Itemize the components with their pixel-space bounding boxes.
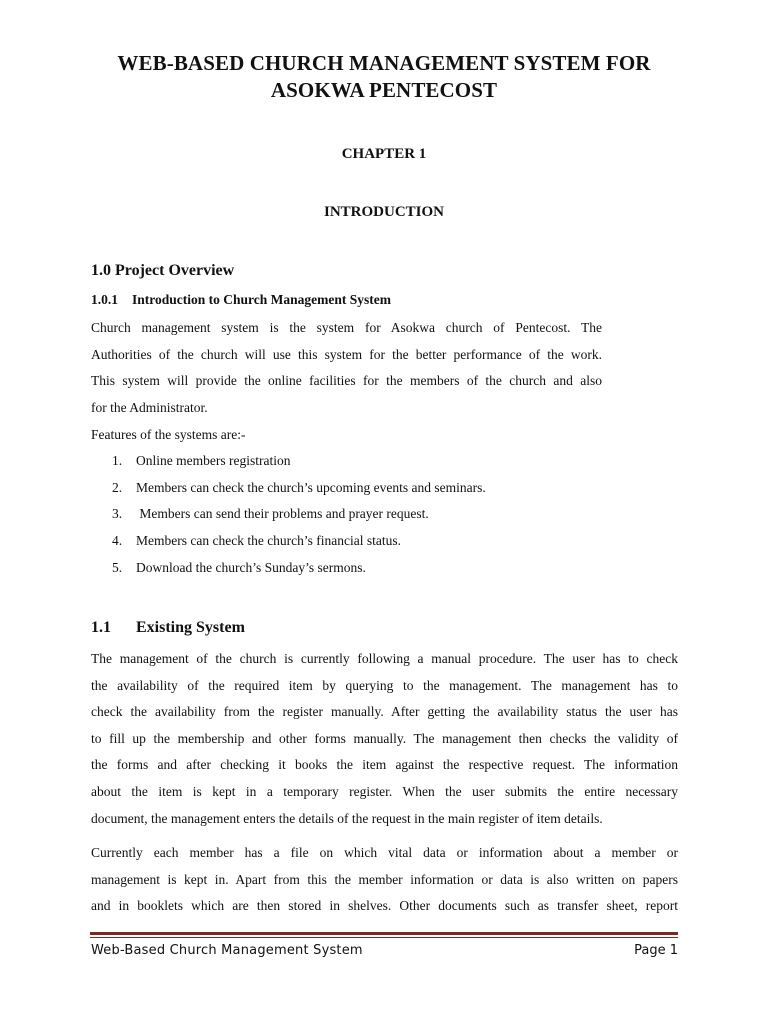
paragraph-line: document, the management enters the details of the request in the main register of item details.	[91, 810, 603, 826]
footer-document-name: Web-Based Church Management System	[91, 943, 363, 958]
footer-page-number: Page 1	[634, 943, 678, 958]
subsection-number: 1.0.1	[91, 292, 118, 307]
list-item: 3. Members can send their problems and prayer request.	[112, 506, 429, 522]
overview-paragraph	[91, 315, 602, 421]
existing-system-paragraph-1	[91, 646, 678, 832]
paragraph-line: the forms and after checking it books the item against the respective request. The information	[91, 757, 678, 773]
list-item: 2. Members can check the church’s upcoming events and seminars.	[112, 479, 486, 495]
list-item: 4. Members can check the church’s financial status.	[112, 533, 402, 549]
existing-system-paragraph-2	[91, 840, 678, 920]
paragraph-line: the availability of the required item by querying to the management. The management has to	[91, 677, 678, 693]
title-line-2: ASOKWA PENTECOST	[270, 78, 498, 102]
document-title	[60, 50, 708, 104]
subsection-title: Introduction to Church Management System	[132, 292, 392, 307]
introduction-heading: INTRODUCTION	[323, 204, 444, 220]
footer-rule-thick	[90, 932, 678, 935]
paragraph-line: The management of the church is currently following a manual procedure. The user has to check	[91, 651, 678, 666]
section-heading-project-overview: 1.0 Project Overview	[91, 262, 235, 279]
paragraph-line: check the availability from the register manually. After getting the availability status the user has	[91, 704, 678, 720]
paragraph-line: and in booklets which are then stored in shelves. Other documents such as transfer sheet, report	[91, 898, 678, 914]
list-item: 1. Online members registration	[112, 453, 291, 468]
features-intro: Features of the systems are:-	[91, 427, 246, 442]
paragraph-line: Authorities of the church will use this system for the better performance of the work.	[91, 346, 602, 362]
paragraph-line: This system will provide the online facilities for the members of the church and also	[91, 373, 602, 389]
features-list	[112, 448, 486, 581]
section-number: 1.1	[91, 619, 111, 636]
chapter-heading: CHAPTER 1	[341, 146, 427, 162]
paragraph-line: Church management system is the system for Asokwa church of Pentecost. The	[91, 320, 602, 335]
list-item: 5. Download the church’s Sunday’s sermons.	[112, 559, 366, 575]
paragraph-line: for the Administrator.	[91, 399, 208, 415]
subsection-heading	[91, 292, 391, 308]
title-line-1: WEB-BASED CHURCH MANAGEMENT SYSTEM FOR	[117, 51, 651, 75]
section-title: Existing System	[136, 619, 245, 636]
section-heading-existing-system	[91, 619, 245, 637]
paragraph-line: management is kept in. Apart from this the member information or data is also written on papers	[91, 871, 678, 887]
paragraph-line: about the item is kept in a temporary register. When the user submits the entire necessary	[91, 783, 678, 799]
footer-rule-thin	[90, 937, 678, 938]
paragraph-line: Currently each member has a file on which vital data or information about a member or	[91, 845, 678, 860]
paragraph-line: to fill up the membership and other forms manually. The management then checks the validity of	[91, 730, 678, 746]
